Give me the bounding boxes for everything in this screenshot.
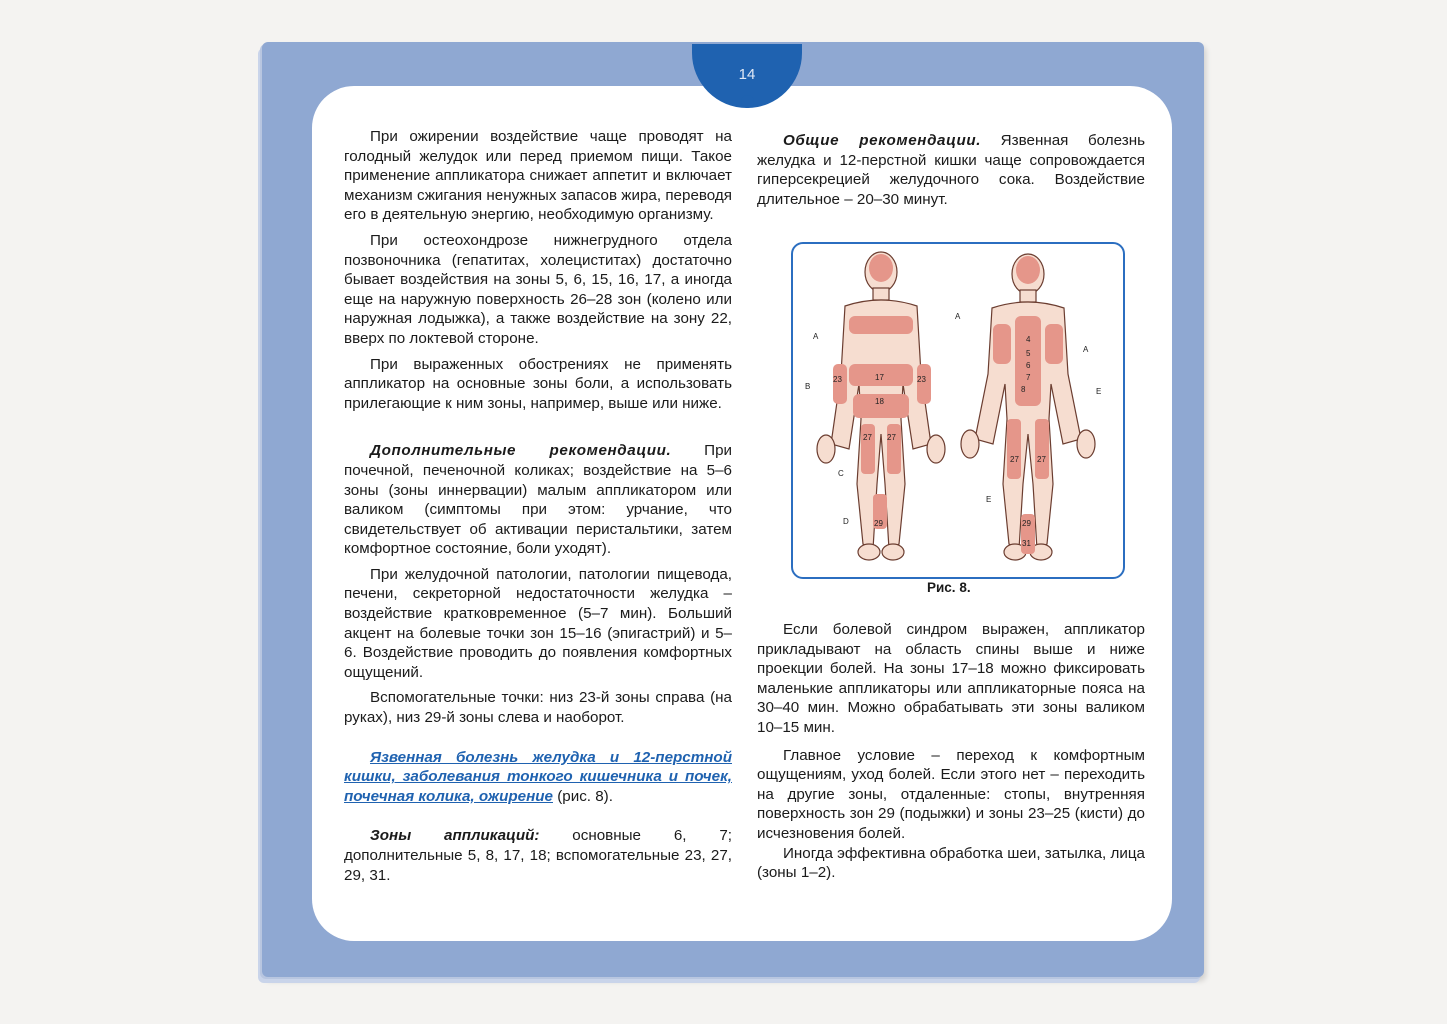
- paragraph: При желудочной патологии, патологии пищевода, печени, секреторной недостаточности желудка – воздействие кратковременное (5–7 мин). Больший акцент на болевые точки зон 15–16 (эпигастрий) и 5–6. Воздействие проводить до появления комфортных ощущений.: [344, 565, 732, 681]
- section-title: Язвенная болезнь желудка и 12-перстной кишки, заболевания тонкого кишечника и почек, почечная колика, ожирение: [344, 748, 732, 805]
- label-front-18: 18: [875, 397, 884, 406]
- right-column-top: [757, 131, 1145, 209]
- label-back-29: 29: [1022, 519, 1031, 528]
- paragraph: При выраженных обострениях не применять аппликатор на основные зоны боли, а использовать прилегающие к ним зоны, например, выше или ниже.: [344, 355, 732, 412]
- label-back-4: 4: [1026, 335, 1031, 344]
- label-front-27a: 27: [863, 433, 872, 442]
- body-zones-illustration: [793, 244, 1123, 577]
- paragraph: Иногда эффективна обработка шеи, затылка, лица (зоны 1–2).: [757, 844, 1145, 882]
- paragraph: При ожирении воздействие чаще проводят на голодный желудок или перед приемом пищи. Такое применение аппликатора снижает аппетит и включает механизм сжигания ненужных запасов жира, переводя его в деятельную энергию, необходимую организму.: [344, 128, 732, 224]
- heading-inline: Общие рекомендации.: [783, 132, 982, 149]
- page-number: 14: [738, 66, 756, 83]
- figure-caption: Рис. 8.: [927, 580, 971, 595]
- paragraph-text: При почечной, печеночной коликах; воздействие на 5–6 зоны (зоны иннервации) малым аппликатором или валиком (симптомы при этом: урчание, что свидетельствует об активации перистальтики, затем комфортное состояние, боли уходят).: [344, 442, 732, 558]
- paragraph-application-zones: [344, 826, 732, 885]
- label-back-31: 31: [1022, 539, 1031, 548]
- heading-inline: Дополнительные рекомендации.: [370, 442, 672, 460]
- label-front-17: 17: [875, 373, 884, 382]
- label-back-7: 7: [1026, 373, 1031, 382]
- label-front-d: D: [843, 517, 849, 526]
- figure-reference: (рис. 8).: [552, 787, 613, 805]
- section-title-paragraph: [344, 748, 732, 807]
- heading-inline: Зоны аппликаций:: [370, 827, 540, 845]
- figure-body-zones: [791, 242, 1125, 579]
- paragraph-general-recommendations: [757, 131, 1145, 209]
- label-front-27b: 27: [887, 433, 896, 442]
- label-back-8: 8: [1021, 385, 1026, 394]
- label-back-6: 6: [1026, 361, 1031, 370]
- label-front-23: 23: [833, 375, 842, 384]
- label-front-29: 29: [874, 519, 883, 528]
- label-front-c: C: [838, 469, 844, 478]
- right-column-bottom: [757, 620, 1145, 883]
- label-back-e: E: [986, 495, 992, 504]
- page-dot: [741, 95, 754, 108]
- label-back-a-right: A: [1083, 345, 1089, 354]
- label-front-a: A: [813, 332, 819, 341]
- label-front-b: B: [805, 382, 811, 391]
- paragraph: Вспомогательные точки: низ 23-й зоны справа (на руках), низ 29-й зоны слева и наоборот.: [344, 689, 732, 727]
- label-back-5: 5: [1026, 349, 1031, 358]
- label-back-a: A: [955, 312, 961, 321]
- label-back-27a: 27: [1010, 455, 1019, 464]
- paragraph: При остеохондрозе нижнегрудного отдела позвоночника (гепатитах, холециститах) достаточно бывает воздействия на зоны 5, 6, 15, 16, 17, а иногда еще на наружную поверхность 26–28 зон (колено или наружная лодыжка), а также воздействие на зону 22, вверх по локтевой стороне.: [344, 231, 732, 347]
- left-column: [344, 127, 732, 885]
- label-back-e-right: E: [1096, 387, 1102, 396]
- paragraph: Главное условие – переход к комфортным ощущениям, уход болей. Если этого нет – переходить на другие зоны, отдаленные: стопы, внутренняя поверхность зон 29 (подыжки) и зоны 23–25 (кисти) до исчезновения болей.: [757, 746, 1145, 842]
- paragraph: Если болевой синдром выражен, аппликатор прикладывают на область спины выше и ниже проекции болей. На зоны 17–18 можно фиксировать маленькие аппликаторы или аппликаторные пояса на 30–40 мин. Можно обрабатывать эти зоны валиком 10–15 мин.: [757, 621, 1145, 736]
- paragraph-additional-recommendations: [344, 441, 732, 559]
- label-front-23r: 23: [917, 375, 926, 384]
- label-back-27b: 27: [1037, 455, 1046, 464]
- paragraph-text: Язвенная болезнь желудка и 12-перстной кишки чаще сопровождается гиперсекрецией желудочного сока. Воздействие длительное – 20–30 минут.: [757, 132, 1146, 208]
- paragraph-text: основные 6, 7; дополнительные 5, 8, 17, 18; вспомогательные 23, 27, 29, 31.: [344, 827, 732, 884]
